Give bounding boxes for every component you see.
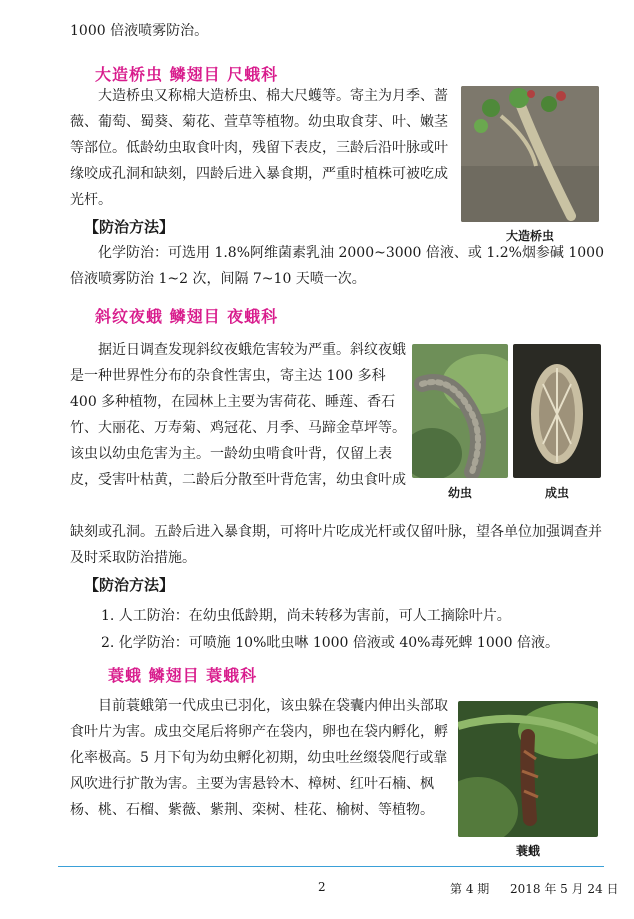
caption-larva: 幼虫 (447, 486, 472, 500)
issue-number: 第 4 期 (450, 882, 490, 896)
method-heading-looper: 【防治方法】 (84, 218, 175, 236)
photo-looper (461, 86, 599, 222)
method-line-manual: 1. 人工防治：在幼虫低龄期，尚未转移为害前，可人工摘除叶片。 (101, 608, 511, 624)
larva-photo-image (412, 344, 508, 478)
bagworm-photo-image (458, 701, 598, 837)
method-text-looper: 化学防治：可选用 1.8%阿维菌素乳油 2000~3000 倍液、或 1.2%烟参碱 1000 倍液喷雾防治 1~2 次，间隔 7~10 天喷一次。 (70, 245, 605, 287)
page-number: 2 (318, 880, 326, 894)
continuation-text: 1000 倍液喷雾防治。 (70, 23, 209, 39)
looper-photo-image (461, 86, 599, 222)
photo-adult (513, 344, 601, 478)
section-body-armyworm: 据近日调查发现斜纹夜蛾危害较为严重。斜纹夜蛾是一种世界性分布的杂食性害虫，寄主达 100 多科 400 多种植物，在园林上主要为害荷花、睡莲、香石竹、大丽花、万寿菊、鸡冠花、月季、马蹄金草坪等。该虫以幼虫危害为主。一龄幼虫啃食叶背，仅留上表皮，受害叶枯黄，二龄后分散至叶背危害，幼虫食叶成 (70, 342, 406, 488)
section-title-armyworm: 斜纹夜蛾 鳞翅目 夜蛾科 (95, 307, 279, 326)
caption-looper: 大造桥虫 (505, 229, 554, 243)
photo-larva (412, 344, 508, 478)
adult-photo-image (513, 344, 601, 478)
caption-adult: 成虫 (544, 486, 569, 500)
caption-bagworm: 蓑蛾 (515, 844, 540, 858)
section-body-looper: 大造桥虫又称棉大造桥虫、棉大尺蠖等。寄主为月季、蔷薇、葡萄、蜀葵、菊花、萱草等植物。幼虫取食芽、叶、嫩茎等部位。低龄幼虫取食叶肉，残留下表皮，三龄后沿叶脉或叶缘咬成孔洞和缺刻，四龄后进入暴食期，严重时植株可被吃成光杆。 (70, 88, 448, 208)
issue-date: 2018 年 5 月 24 日 (510, 882, 619, 896)
section-body-armyworm-tail: 缺刻或孔洞。五龄后进入暴食期，可将叶片吃成光杆或仅留叶脉，望各单位加强调查并及时采取防治措施。 (70, 524, 602, 566)
section-body-bagworm: 目前蓑蛾第一代成虫已羽化，该虫躲在袋囊内伸出头部取食叶片为害。成虫交尾后将卵产在袋内，卵也在袋内孵化，孵化率极高。5 月下旬为幼虫孵化初期，幼虫吐丝缀袋爬行或靠风吹进行扩散为害。主要为害悬铃木、樟树、红叶石楠、枫杨、桃、石榴、紫薇、紫荆、栾树、桂花、榆树、等植物。 (70, 698, 448, 818)
section-title-bagworm: 蓑蛾 鳞翅目 蓑蛾科 (108, 666, 258, 685)
section-title-looper: 大造桥虫 鳞翅目 尺蛾科 (95, 65, 279, 84)
photo-bagworm (458, 701, 598, 837)
method-heading-armyworm: 【防治方法】 (84, 576, 175, 594)
method-line-chemical: 2. 化学防治：可喷施 10%吡虫啉 1000 倍液或 40%毒死蜱 1000 倍液。 (101, 635, 559, 651)
footer-rule (58, 866, 604, 867)
